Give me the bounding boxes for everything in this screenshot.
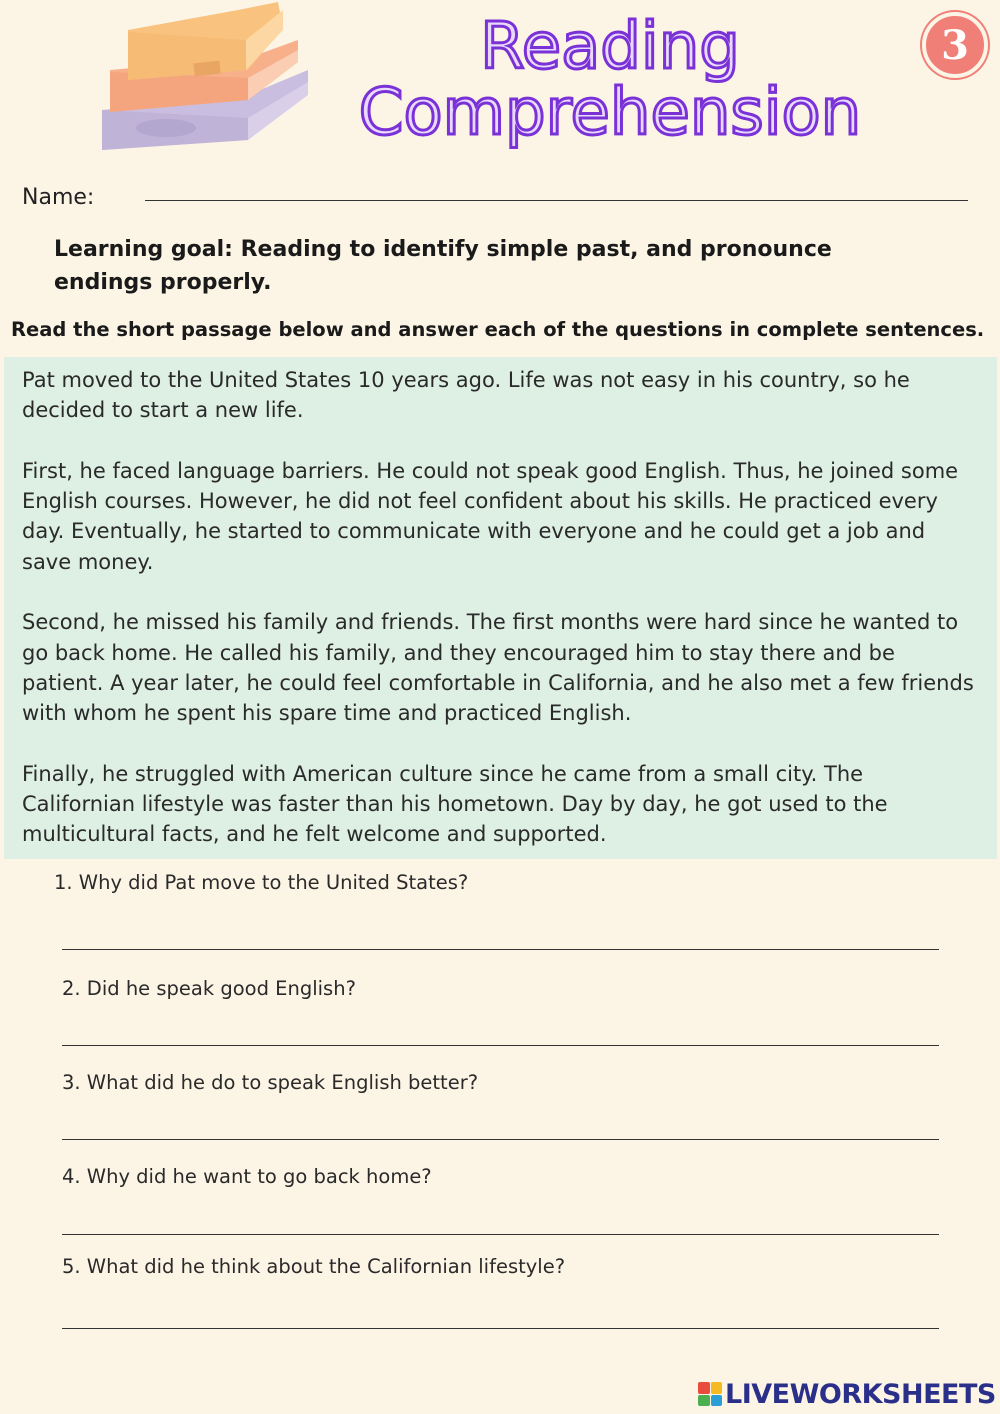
question-3: 3. What did he do to speak English better? (62, 1071, 479, 1094)
liveworksheets-logo (698, 1378, 996, 1410)
stack-of-books-icon (98, 0, 313, 165)
answer-line-3[interactable] (62, 1139, 939, 1140)
liveworksheets-logo-icon (698, 1382, 722, 1406)
page-title (300, 10, 920, 150)
question-5: 5. What did he think about the Californian lifestyle? (62, 1255, 566, 1278)
question-1: 1. Why did Pat move to the United States? (54, 871, 469, 894)
passage-paragraph: Pat moved to the United States 10 years ago. Life was not easy in his country, so he decided to start a new life. (22, 368, 910, 423)
name-input-line[interactable] (145, 200, 968, 201)
name-label: Name: (22, 185, 95, 210)
title-line-2: Comprehension (358, 76, 862, 150)
passage-paragraph: First, he faced language barriers. He could not speak good English. Thus, he joined some English courses. However, he did not feel confident about his skills. He practiced every day. Eventually, he started to communicate with everyone and he could get a job and save money. (22, 458, 959, 574)
question-4: 4. Why did he want to go back home? (62, 1165, 432, 1188)
answer-line-5[interactable] (62, 1328, 939, 1329)
answer-line-4[interactable] (62, 1234, 939, 1235)
answer-line-1[interactable] (62, 949, 939, 950)
title-line-1: Reading (480, 10, 740, 84)
logo-text: LIVEWORKSHEETS (725, 1378, 996, 1410)
instructions: Read the short passage below and answer each of the questions in complete sentences. (11, 318, 985, 341)
learning-goal: Learning goal: Reading to identify simple past, and pronounce endings properly. (54, 237, 832, 295)
passage-paragraph: Second, he missed his family and friends. The first months were hard since he wanted to go back home. He called his family, and they encouraged him to stay there and be patient. A year later, he could feel comfortable in California, and he also met a few friends with whom he spent his spare time and practiced English. (22, 610, 974, 726)
name-field (22, 185, 968, 215)
question-2: 2. Did he speak good English? (62, 977, 356, 1000)
reading-passage (4, 357, 997, 859)
passage-paragraph: Finally, he struggled with American culture since he came from a small city. The Californian lifestyle was faster than his hometown. Day by day, he got used to the multicultural facts, and he felt welcome and supported. (22, 761, 888, 847)
worksheet-number-badge: 3 (922, 12, 988, 78)
answer-line-2[interactable] (62, 1045, 939, 1046)
